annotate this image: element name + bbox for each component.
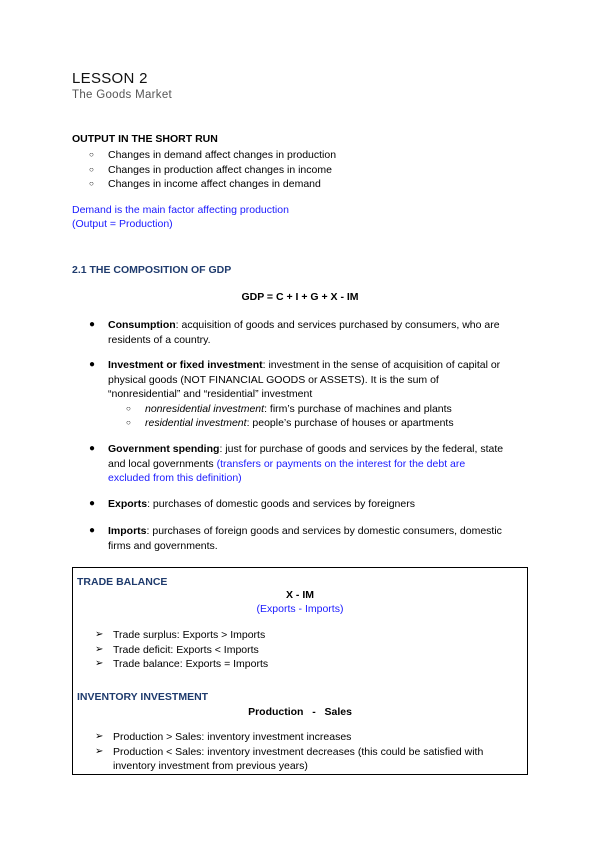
exports-item: ● Exports: purchases of domestic goods and services by foreigners — [89, 498, 415, 510]
trade-list — [95, 628, 513, 672]
investment-item: ● Investment or fixed investment: investment in the sense of acquisition of capital or physical goods (NOT FINANCIAL GOODS or ASSETS). It is the sum of “nonresidential” and “residential” investment ○ nonresidential investment: firm’s purchase of machines and plants ○ residential investment: people’s purchase of houses or apartments — [108, 358, 538, 431]
list-item: ○ nonresidential investment: firm’s purchase of machines and plants — [126, 402, 452, 415]
bullet-icon: ● — [89, 498, 96, 509]
circle-bullet-icon: ○ — [89, 164, 94, 174]
arrow-bullet-icon: ➢ — [95, 643, 104, 655]
arrow-bullet-icon: ➢ — [95, 629, 104, 640]
bullet-icon: ● — [89, 319, 96, 330]
output-note-line2: (Output = Production) — [72, 218, 173, 230]
circle-bullet-icon: ○ — [89, 150, 94, 159]
arrow-bullet-icon: ➢ — [95, 745, 104, 757]
list-item: ➢ Production < Sales: inventory investment decreases (this could be satisfied with — [95, 745, 484, 758]
inventory-list: ➢ Production > Sales: inventory investment increases ➢ Production < Sales: inventory investment decreases (this could be satisfied with inventory investment from previous years) — [113, 730, 523, 774]
output-note-line1: Demand is the main factor affecting production — [72, 204, 289, 216]
trade-inventory-box — [72, 567, 528, 775]
gdp-equation: GDP = C + I + G + X - IM — [241, 291, 359, 303]
circle-bullet-icon: ○ — [126, 403, 131, 413]
trade-formula: X - IM — [286, 589, 314, 601]
list-item: ○ residential investment: people’s purchase of houses or apartments — [126, 417, 454, 429]
inventory-heading: INVENTORY INVESTMENT — [77, 691, 209, 703]
lesson-title: LESSON 2 — [72, 70, 148, 87]
investment-sublist — [126, 402, 575, 431]
list-item: ○ Changes in income affect changes in demand — [89, 178, 321, 190]
list-item: ○ Changes in production affect changes in income — [89, 163, 332, 176]
output-heading: OUTPUT IN THE SHORT RUN — [72, 133, 218, 145]
bullet-icon: ● — [89, 525, 96, 536]
list-item: ➢ Trade balance: Exports = Imports — [95, 658, 269, 670]
bullet-icon: ● — [89, 359, 96, 370]
list-item: ➢ Production > Sales: inventory investment increases — [95, 731, 352, 743]
circle-bullet-icon: ○ — [89, 179, 94, 188]
consumption-item: ● Consumption: acquisition of goods and services purchased by consumers, who are residents of a country. — [89, 319, 500, 346]
circle-bullet-icon: ○ — [126, 418, 131, 427]
imports-item: ● Imports: purchases of foreign goods and services by domestic consumers, domestic firms and governments. — [89, 525, 502, 552]
list-item: ➢ Trade surplus: Exports > Imports — [95, 629, 266, 641]
composition-heading: 2.1 THE COMPOSITION OF GDP — [72, 264, 232, 276]
government-item: ● Government spending: just for purchase of goods and services by the federal, state and local governments (transfers or payments on the interest for the debt are excluded from this definition) — [89, 443, 504, 484]
list-item: ➢ Trade deficit: Exports < Imports — [95, 643, 259, 656]
arrow-bullet-icon: ➢ — [95, 731, 104, 742]
inventory-formula: Production - Sales — [248, 706, 352, 718]
bullet-icon: ● — [89, 443, 96, 454]
arrow-bullet-icon: ➢ — [95, 658, 104, 669]
trade-balance-heading: TRADE BALANCE — [77, 576, 168, 588]
output-list — [89, 148, 337, 192]
trade-formula-note: (Exports - Imports) — [256, 603, 344, 615]
list-item: ○ Changes in demand affect changes in production — [89, 149, 337, 161]
lesson-subtitle: The Goods Market — [72, 89, 173, 101]
